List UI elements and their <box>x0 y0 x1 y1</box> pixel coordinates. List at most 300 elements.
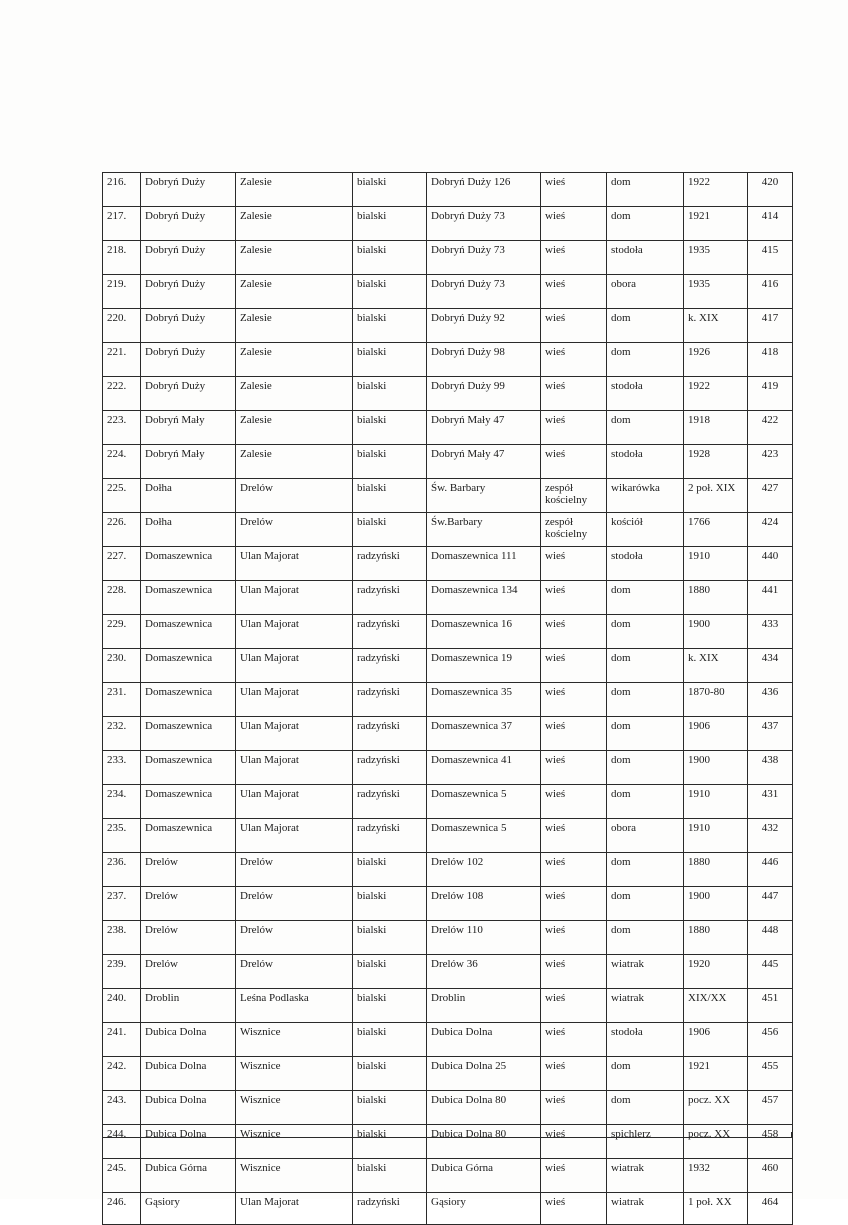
cell-commune: Ulan Majorat <box>236 717 353 751</box>
cell-address: Dobryń Mały 47 <box>427 411 541 445</box>
cell-object: dom <box>607 921 684 955</box>
cell-register-number: 420 <box>748 173 793 207</box>
cell-county: bialski <box>353 343 427 377</box>
cell-lp: 244. <box>103 1125 141 1159</box>
table-row <box>103 649 793 683</box>
cell-register-number: 438 <box>748 751 793 785</box>
table-row <box>103 853 793 887</box>
cell-register-number: 424 <box>748 513 793 547</box>
cell-register-number: 437 <box>748 717 793 751</box>
cell-lp: 245. <box>103 1159 141 1193</box>
table-row <box>103 955 793 989</box>
cell-dating: 1920 <box>684 955 748 989</box>
cell-county: bialski <box>353 1125 427 1159</box>
cell-address: Drelów 36 <box>427 955 541 989</box>
cell-category: wieś <box>541 887 607 921</box>
table-row <box>103 887 793 921</box>
cell-dating: 1921 <box>684 1057 748 1091</box>
cell-dating: 1900 <box>684 751 748 785</box>
cell-address: Domaszewnica 5 <box>427 819 541 853</box>
cell-commune: Drelów <box>236 955 353 989</box>
cell-county: radzyński <box>353 751 427 785</box>
cell-object: dom <box>607 173 684 207</box>
cell-county: bialski <box>353 173 427 207</box>
cell-category: wieś <box>541 1125 607 1159</box>
cell-commune: Wisznice <box>236 1125 353 1159</box>
cell-dating: 1906 <box>684 717 748 751</box>
cell-category: wieś <box>541 547 607 581</box>
cell-dating: 1918 <box>684 411 748 445</box>
cell-county: radzyński <box>353 581 427 615</box>
cell-commune: Drelów <box>236 513 353 547</box>
cell-category: wieś <box>541 377 607 411</box>
cell-category: wieś <box>541 683 607 717</box>
cell-commune: Drelów <box>236 479 353 513</box>
cell-dating: k. XIX <box>684 309 748 343</box>
table-row <box>103 343 793 377</box>
table-row <box>103 207 793 241</box>
cell-lp: 221. <box>103 343 141 377</box>
cell-address: Dubica Dolna 25 <box>427 1057 541 1091</box>
cell-register-number: 458 <box>748 1125 793 1159</box>
cell-county: bialski <box>353 479 427 513</box>
cell-lp: 235. <box>103 819 141 853</box>
cell-locality: Domaszewnica <box>141 717 236 751</box>
cell-locality: Domaszewnica <box>141 785 236 819</box>
cell-lp: 241. <box>103 1023 141 1057</box>
cell-locality: Dobryń Duży <box>141 275 236 309</box>
cell-locality: Drelów <box>141 955 236 989</box>
cell-commune: Ulan Majorat <box>236 615 353 649</box>
table-row <box>103 1159 793 1193</box>
cell-address: Dobryń Duży 99 <box>427 377 541 411</box>
cell-commune: Wisznice <box>236 1091 353 1125</box>
cell-address: Św. Barbary <box>427 479 541 513</box>
cell-commune: Zalesie <box>236 275 353 309</box>
table-row <box>103 1125 793 1159</box>
cell-dating: XIX/XX <box>684 989 748 1023</box>
cell-commune: Ulan Majorat <box>236 785 353 819</box>
cell-lp: 227. <box>103 547 141 581</box>
cell-category: wieś <box>541 785 607 819</box>
cell-commune: Leśna Podlaska <box>236 989 353 1023</box>
cell-object: spichlerz <box>607 1125 684 1159</box>
cell-lp: 236. <box>103 853 141 887</box>
cell-category: wieś <box>541 173 607 207</box>
cell-commune: Zalesie <box>236 377 353 411</box>
cell-dating: 1766 <box>684 513 748 547</box>
cell-object: dom <box>607 615 684 649</box>
cell-dating: 1 poł. XX <box>684 1193 748 1225</box>
cell-locality: Dubica Dolna <box>141 1091 236 1125</box>
cell-lp: 217. <box>103 207 141 241</box>
cell-category: wieś <box>541 309 607 343</box>
cell-commune: Ulan Majorat <box>236 581 353 615</box>
cell-lp: 238. <box>103 921 141 955</box>
cell-address: Gąsiory <box>427 1193 541 1225</box>
cell-locality: Domaszewnica <box>141 751 236 785</box>
cell-county: bialski <box>353 853 427 887</box>
table-row <box>103 377 793 411</box>
cell-register-number: 414 <box>748 207 793 241</box>
cell-county: bialski <box>353 921 427 955</box>
cell-commune: Wisznice <box>236 1057 353 1091</box>
cell-dating: 1910 <box>684 785 748 819</box>
cell-locality: Droblin <box>141 989 236 1023</box>
cell-category: wieś <box>541 1057 607 1091</box>
cell-category: wieś <box>541 751 607 785</box>
table-row <box>103 785 793 819</box>
cell-lp: 237. <box>103 887 141 921</box>
cell-register-number: 445 <box>748 955 793 989</box>
cell-object: stodoła <box>607 1023 684 1057</box>
cell-category: wieś <box>541 343 607 377</box>
table-row <box>103 479 793 513</box>
cell-object: wikarówka <box>607 479 684 513</box>
cell-dating: 1906 <box>684 1023 748 1057</box>
cell-address: Dubica Dolna 80 <box>427 1125 541 1159</box>
cell-object: stodoła <box>607 377 684 411</box>
cell-category: zespół kościelny <box>541 479 607 513</box>
cell-county: bialski <box>353 241 427 275</box>
cell-commune: Ulan Majorat <box>236 1193 353 1225</box>
cell-category: wieś <box>541 1159 607 1193</box>
cell-address: Drelów 108 <box>427 887 541 921</box>
cell-commune: Ulan Majorat <box>236 751 353 785</box>
cell-commune: Wisznice <box>236 1159 353 1193</box>
cell-county: bialski <box>353 377 427 411</box>
cell-dating: 1900 <box>684 887 748 921</box>
cell-county: radzyński <box>353 717 427 751</box>
cell-lp: 228. <box>103 581 141 615</box>
cell-county: radzyński <box>353 785 427 819</box>
cell-lp: 224. <box>103 445 141 479</box>
cell-register-number: 455 <box>748 1057 793 1091</box>
cell-locality: Drelów <box>141 887 236 921</box>
cell-lp: 246. <box>103 1193 141 1225</box>
table-row <box>103 411 793 445</box>
cell-register-number: 440 <box>748 547 793 581</box>
cell-locality: Dobryń Duży <box>141 173 236 207</box>
table-row <box>103 819 793 853</box>
cell-county: bialski <box>353 513 427 547</box>
cell-register-number: 464 <box>748 1193 793 1225</box>
cell-dating: 2 poł. XIX <box>684 479 748 513</box>
cell-county: radzyński <box>353 649 427 683</box>
cell-object: stodoła <box>607 241 684 275</box>
cell-lp: 232. <box>103 717 141 751</box>
cell-category: wieś <box>541 615 607 649</box>
cell-dating: 1910 <box>684 819 748 853</box>
cell-commune: Zalesie <box>236 173 353 207</box>
cell-address: Domaszewnica 16 <box>427 615 541 649</box>
cell-county: bialski <box>353 1091 427 1125</box>
cell-lp: 240. <box>103 989 141 1023</box>
cell-dating: 1900 <box>684 615 748 649</box>
cell-dating: k. XIX <box>684 649 748 683</box>
cell-locality: Dubica Górna <box>141 1159 236 1193</box>
table-row <box>103 683 793 717</box>
cell-dating: 1932 <box>684 1159 748 1193</box>
cell-dating: pocz. XX <box>684 1125 748 1159</box>
cell-register-number: 432 <box>748 819 793 853</box>
cell-object: wiatrak <box>607 1159 684 1193</box>
cell-register-number: 416 <box>748 275 793 309</box>
table-row <box>103 989 793 1023</box>
table-row <box>103 1023 793 1057</box>
cell-object: dom <box>607 1091 684 1125</box>
cell-lp: 239. <box>103 955 141 989</box>
cell-register-number: 446 <box>748 853 793 887</box>
cell-lp: 216. <box>103 173 141 207</box>
cell-commune: Ulan Majorat <box>236 683 353 717</box>
cell-county: bialski <box>353 989 427 1023</box>
cell-register-number: 436 <box>748 683 793 717</box>
cell-locality: Dubica Dolna <box>141 1057 236 1091</box>
cell-commune: Drelów <box>236 921 353 955</box>
cell-county: bialski <box>353 955 427 989</box>
cell-county: radzyński <box>353 819 427 853</box>
cell-register-number: 433 <box>748 615 793 649</box>
cell-county: radzyński <box>353 1193 427 1225</box>
cell-county: bialski <box>353 1057 427 1091</box>
cell-address: Domaszewnica 111 <box>427 547 541 581</box>
cell-dating: 1928 <box>684 445 748 479</box>
cell-object: kościół <box>607 513 684 547</box>
cell-dating: 1922 <box>684 173 748 207</box>
table-row <box>103 615 793 649</box>
cell-lp: 226. <box>103 513 141 547</box>
cell-locality: Dobryń Mały <box>141 445 236 479</box>
cell-object: wiatrak <box>607 955 684 989</box>
cell-object: dom <box>607 343 684 377</box>
cell-locality: Gąsiory <box>141 1193 236 1225</box>
cell-register-number: 419 <box>748 377 793 411</box>
cell-address: Drelów 110 <box>427 921 541 955</box>
cell-dating: 1921 <box>684 207 748 241</box>
cell-commune: Zalesie <box>236 241 353 275</box>
cell-locality: Dobryń Mały <box>141 411 236 445</box>
cell-object: stodoła <box>607 547 684 581</box>
cell-object: wiatrak <box>607 989 684 1023</box>
cell-lp: 230. <box>103 649 141 683</box>
cell-lp: 233. <box>103 751 141 785</box>
cell-address: Dobryń Duży 126 <box>427 173 541 207</box>
cell-address: Domaszewnica 5 <box>427 785 541 819</box>
cell-category: wieś <box>541 853 607 887</box>
cell-county: bialski <box>353 411 427 445</box>
cell-object: dom <box>607 649 684 683</box>
cell-locality: Domaszewnica <box>141 683 236 717</box>
cell-address: Dobryń Duży 92 <box>427 309 541 343</box>
cell-category: wieś <box>541 1193 607 1225</box>
cell-lp: 218. <box>103 241 141 275</box>
table-row <box>103 581 793 615</box>
cell-locality: Dobryń Duży <box>141 309 236 343</box>
table-empty-row <box>102 1132 792 1138</box>
cell-lp: 223. <box>103 411 141 445</box>
cell-register-number: 456 <box>748 1023 793 1057</box>
cell-county: bialski <box>353 309 427 343</box>
cell-category: wieś <box>541 819 607 853</box>
cell-object: dom <box>607 887 684 921</box>
cell-category: wieś <box>541 955 607 989</box>
cell-county: bialski <box>353 445 427 479</box>
cell-locality: Dobryń Duży <box>141 377 236 411</box>
cell-county: radzyński <box>353 547 427 581</box>
cell-locality: Domaszewnica <box>141 547 236 581</box>
cell-commune: Ulan Majorat <box>236 819 353 853</box>
cell-locality: Domaszewnica <box>141 819 236 853</box>
cell-object: dom <box>607 717 684 751</box>
table-row <box>103 275 793 309</box>
cell-category: wieś <box>541 1023 607 1057</box>
cell-category: wieś <box>541 445 607 479</box>
cell-locality: Dobryń Duży <box>141 241 236 275</box>
cell-register-number: 417 <box>748 309 793 343</box>
cell-object: dom <box>607 411 684 445</box>
table-row <box>103 751 793 785</box>
cell-commune: Ulan Majorat <box>236 649 353 683</box>
cell-commune: Drelów <box>236 853 353 887</box>
cell-lp: 243. <box>103 1091 141 1125</box>
cell-register-number: 423 <box>748 445 793 479</box>
cell-county: bialski <box>353 887 427 921</box>
cell-commune: Drelów <box>236 887 353 921</box>
cell-register-number: 460 <box>748 1159 793 1193</box>
cell-register-number: 447 <box>748 887 793 921</box>
cell-address: Dobryń Duży 73 <box>427 275 541 309</box>
cell-address: Dubica Dolna <box>427 1023 541 1057</box>
cell-register-number: 434 <box>748 649 793 683</box>
table-row <box>103 1057 793 1091</box>
cell-dating: 1880 <box>684 581 748 615</box>
cell-object: dom <box>607 785 684 819</box>
table-row <box>103 1193 793 1225</box>
cell-commune: Ulan Majorat <box>236 547 353 581</box>
cell-register-number: 457 <box>748 1091 793 1125</box>
cell-county: bialski <box>353 207 427 241</box>
table-row <box>103 547 793 581</box>
cell-register-number: 415 <box>748 241 793 275</box>
cell-address: Dobryń Duży 73 <box>427 241 541 275</box>
cell-commune: Zalesie <box>236 445 353 479</box>
cell-lp: 231. <box>103 683 141 717</box>
cell-address: Dobryń Duży 73 <box>427 207 541 241</box>
cell-dating: pocz. XX <box>684 1091 748 1125</box>
cell-locality: Dubica Dolna <box>141 1023 236 1057</box>
cell-register-number: 431 <box>748 785 793 819</box>
cell-locality: Drelów <box>141 921 236 955</box>
cell-address: Dubica Dolna 80 <box>427 1091 541 1125</box>
cell-locality: Dołha <box>141 479 236 513</box>
cell-lp: 219. <box>103 275 141 309</box>
cell-category: wieś <box>541 207 607 241</box>
cell-dating: 1910 <box>684 547 748 581</box>
cell-locality: Domaszewnica <box>141 649 236 683</box>
cell-address: Św.Barbary <box>427 513 541 547</box>
cell-locality: Drelów <box>141 853 236 887</box>
table-row <box>103 445 793 479</box>
cell-object: wiatrak <box>607 1193 684 1225</box>
table-row <box>103 309 793 343</box>
cell-register-number: 418 <box>748 343 793 377</box>
cell-dating: 1880 <box>684 921 748 955</box>
cell-register-number: 422 <box>748 411 793 445</box>
cell-object: obora <box>607 819 684 853</box>
cell-lp: 222. <box>103 377 141 411</box>
cell-locality: Dobryń Duży <box>141 207 236 241</box>
cell-county: radzyński <box>353 615 427 649</box>
cell-category: wieś <box>541 275 607 309</box>
cell-county: bialski <box>353 275 427 309</box>
cell-register-number: 448 <box>748 921 793 955</box>
cell-register-number: 451 <box>748 989 793 1023</box>
cell-register-number: 441 <box>748 581 793 615</box>
cell-object: stodoła <box>607 445 684 479</box>
cell-commune: Zalesie <box>236 309 353 343</box>
cell-address: Droblin <box>427 989 541 1023</box>
cell-object: dom <box>607 309 684 343</box>
cell-address: Domaszewnica 134 <box>427 581 541 615</box>
table-body <box>103 173 793 1225</box>
cell-category: wieś <box>541 649 607 683</box>
table-row <box>103 1091 793 1125</box>
table-row <box>103 513 793 547</box>
cell-category: zespół kościelny <box>541 513 607 547</box>
table-row <box>103 173 793 207</box>
cell-address: Dobryń Mały 47 <box>427 445 541 479</box>
cell-object: dom <box>607 1057 684 1091</box>
cell-county: bialski <box>353 1159 427 1193</box>
cell-category: wieś <box>541 241 607 275</box>
cell-category: wieś <box>541 921 607 955</box>
cell-locality: Domaszewnica <box>141 615 236 649</box>
cell-commune: Zalesie <box>236 343 353 377</box>
cell-county: bialski <box>353 1023 427 1057</box>
cell-address: Dubica Górna <box>427 1159 541 1193</box>
cell-register-number: 427 <box>748 479 793 513</box>
cell-address: Dobryń Duży 98 <box>427 343 541 377</box>
cell-locality: Dołha <box>141 513 236 547</box>
cell-commune: Zalesie <box>236 411 353 445</box>
cell-dating: 1922 <box>684 377 748 411</box>
table-row <box>103 921 793 955</box>
cell-object: dom <box>607 581 684 615</box>
cell-dating: 1870-80 <box>684 683 748 717</box>
cell-dating: 1935 <box>684 275 748 309</box>
cell-lp: 225. <box>103 479 141 513</box>
cell-address: Domaszewnica 41 <box>427 751 541 785</box>
cell-locality: Dubica Dolna <box>141 1125 236 1159</box>
cell-lp: 234. <box>103 785 141 819</box>
cell-address: Domaszewnica 37 <box>427 717 541 751</box>
cell-county: radzyński <box>353 683 427 717</box>
cell-category: wieś <box>541 717 607 751</box>
cell-commune: Zalesie <box>236 207 353 241</box>
cell-object: dom <box>607 683 684 717</box>
cell-category: wieś <box>541 411 607 445</box>
cell-commune: Wisznice <box>236 1023 353 1057</box>
cell-locality: Domaszewnica <box>141 581 236 615</box>
monument-register-table <box>102 172 793 1225</box>
table-row <box>103 241 793 275</box>
cell-lp: 220. <box>103 309 141 343</box>
cell-object: obora <box>607 275 684 309</box>
table-row <box>103 717 793 751</box>
cell-dating: 1935 <box>684 241 748 275</box>
cell-category: wieś <box>541 1091 607 1125</box>
